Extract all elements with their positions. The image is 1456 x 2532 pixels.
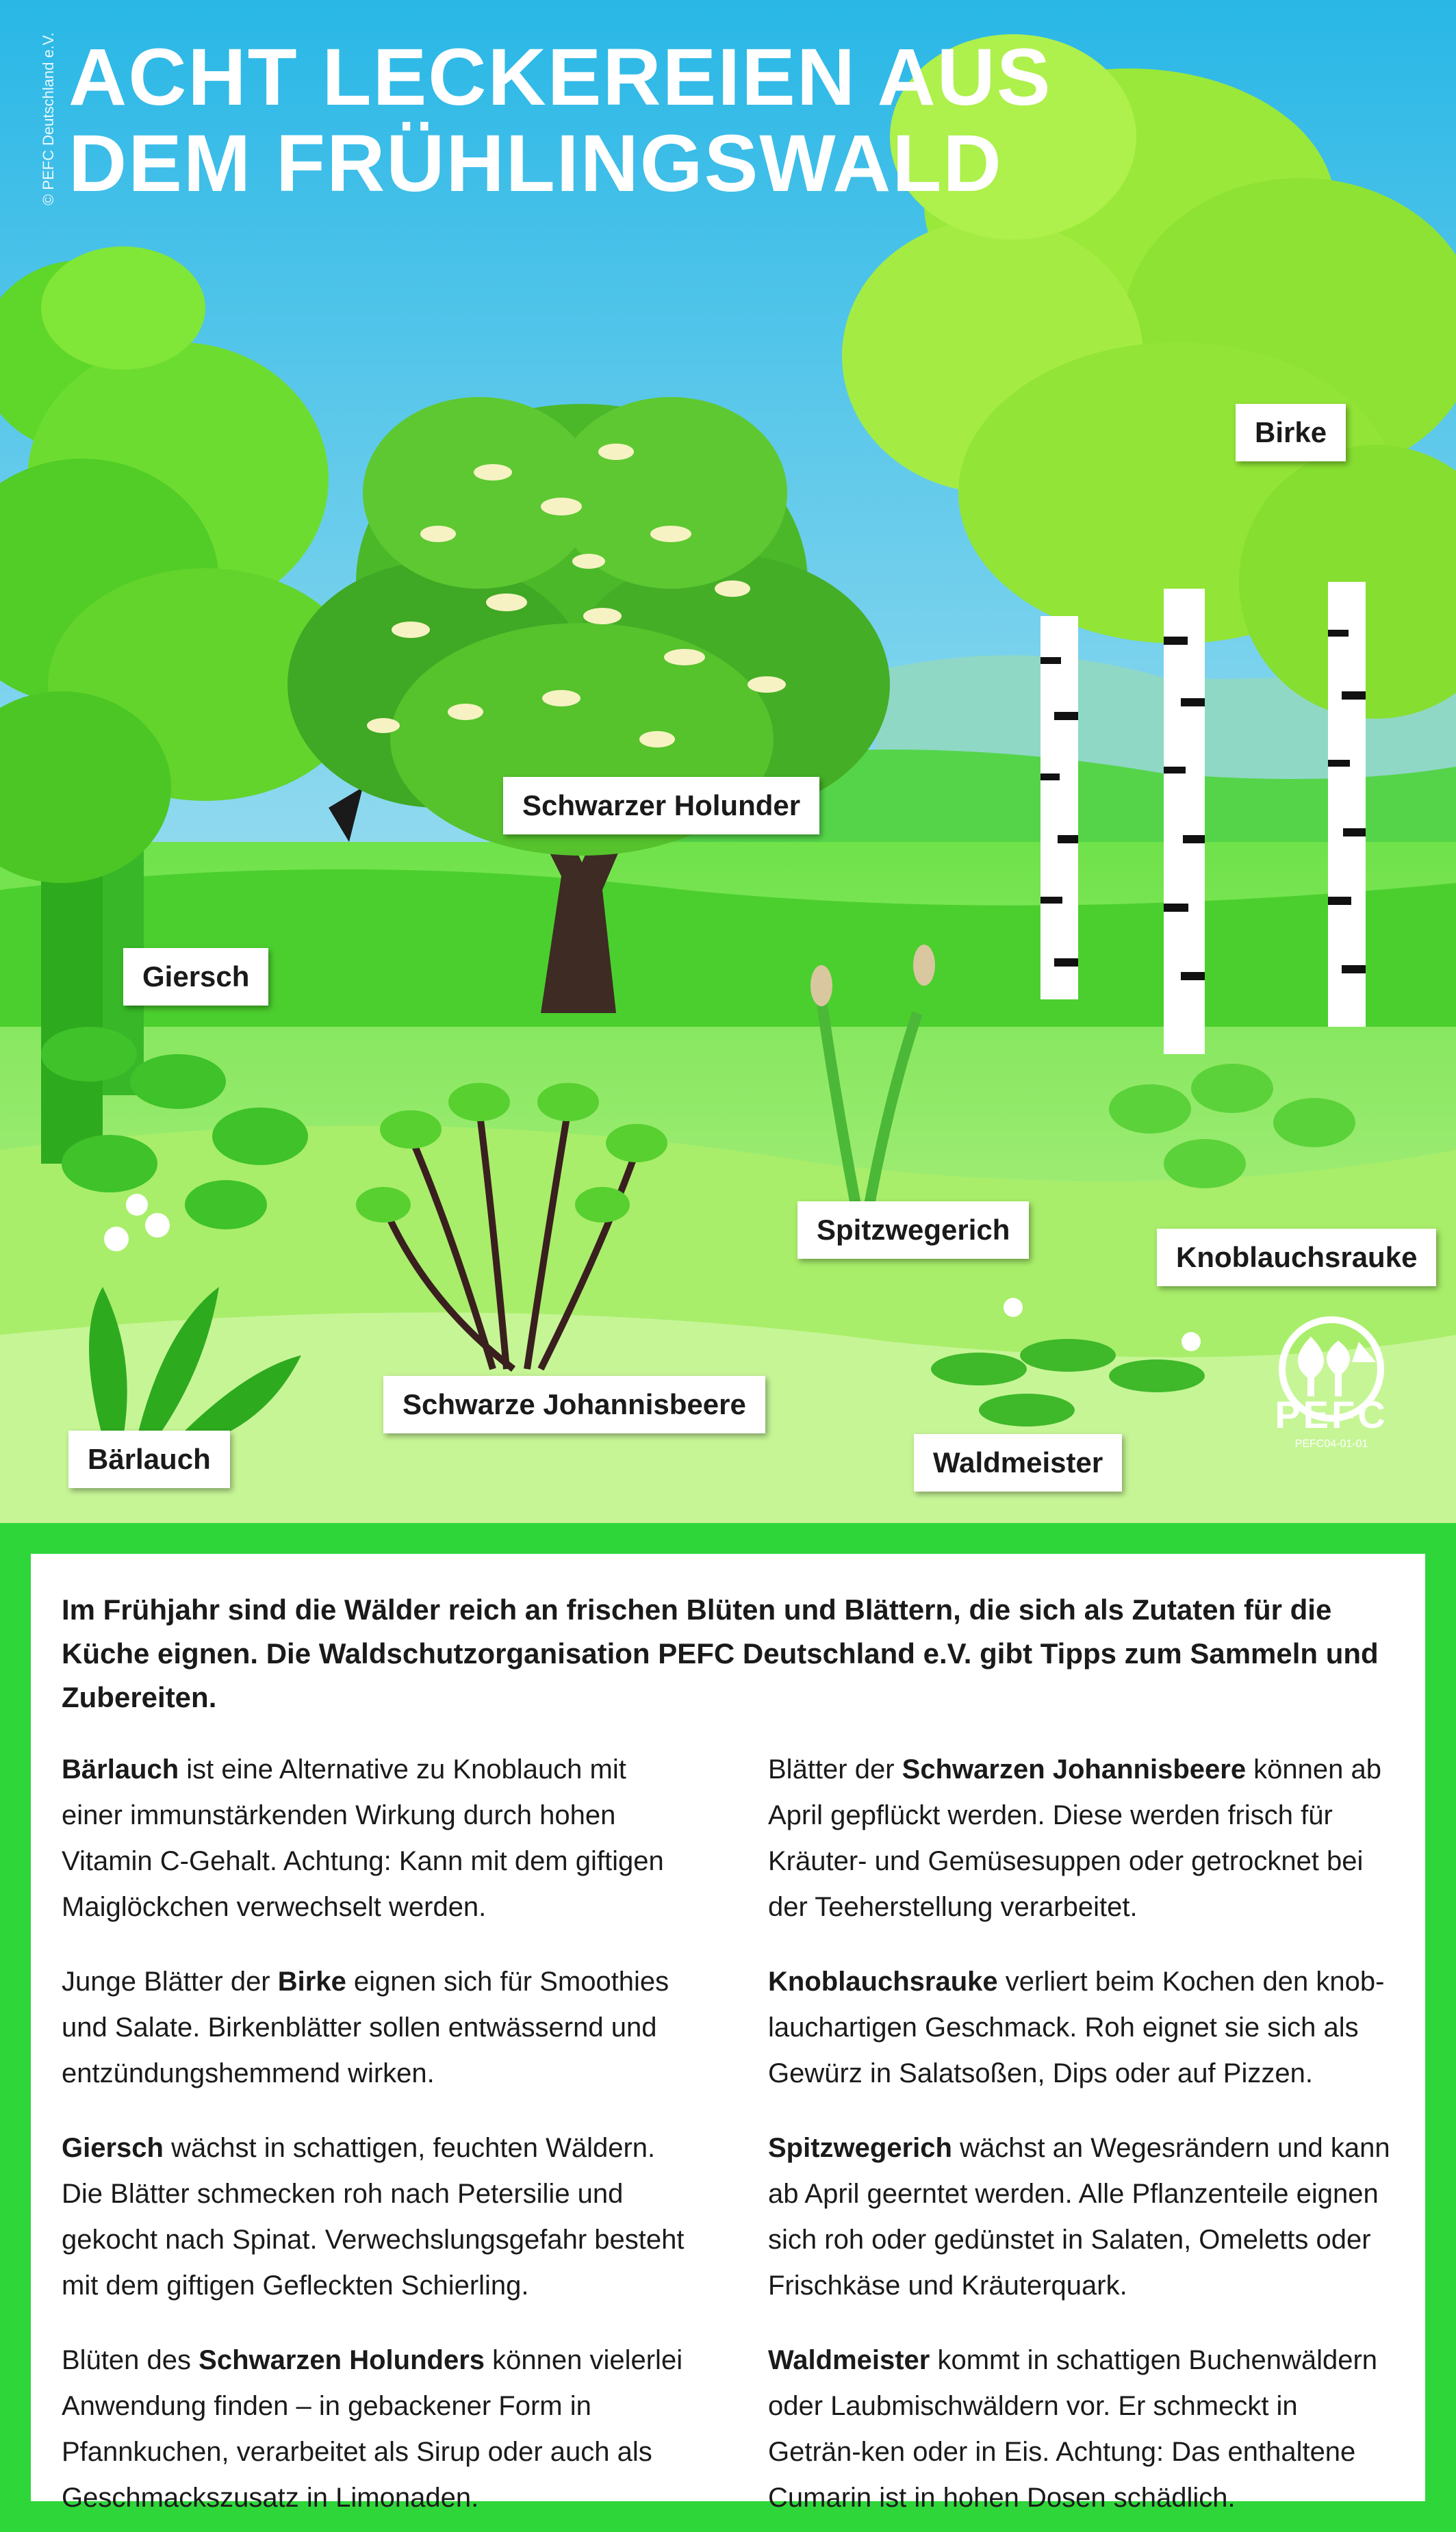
entry-baerlauch: Bärlauch ist eine Alternative zu Knoblauch mit einer immunstärkenden Wirkung durch hohen Vitamin C-Gehalt. Achtung: Kann mit dem giftigen Maiglöckchen verwechselt werden. (62, 1754, 664, 1922)
right-column (768, 1747, 1394, 2532)
label-schwarze-johannisbeere: Schwarze Johannisbeere (383, 1376, 765, 1433)
logo-text: PEFC (1275, 1393, 1388, 1436)
entry-spitzwegerich: Spitzwegerich wächst an Wegesrändern und kann ab April geerntet werden. Alle Pflanzenteile eignen sich roh oder gedünstet in Salaten, Omeletts oder Frischkäse und Kräuterquark. (768, 2133, 1390, 2301)
entry-birke: Junge Blätter der Birke eignen sich für Smoothies und Salate. Birkenblätter sollen entwässernd und entzündungshemmend wirken. (62, 1967, 669, 2088)
entry-schwarzer-holunder: Blüten des Schwarzen Holunders können vielerlei Anwendung finden – in gebackener Form in Pfannkuchen, verarbeitet als Sirup oder auch als Geschmackszusatz in Limonaden. (62, 2345, 683, 2513)
label-waldmeister: Waldmeister (914, 1434, 1122, 1492)
entry-waldmeister: Waldmeister kommt in schattigen Buchenwäldern oder Laubmischwäldern vor. Er schmeckt in Geträn-ken oder in Eis. Achtung: Das enthaltene Cumarin ist in hohen Dosen schädlich. (768, 2345, 1378, 2513)
label-knoblauchsrauke: Knoblauchsrauke (1157, 1229, 1436, 1286)
label-birke: Birke (1236, 404, 1346, 461)
intro-text: Im Frühjahr sind die Wälder reich an frischen Blüten und Blättern, die sich als Zutaten für die Küche eignen. Die Waldschutzorganisation PEFC Deutschland e.V. gibt Tipps zum Sammeln und Zubereiten. (62, 1594, 1379, 1713)
label-baerlauch: Bärlauch (68, 1431, 230, 1488)
title-line-1: ACHT LECKEREIEN AUS (68, 32, 1052, 123)
title-line-2: DEM FRÜHLINGSWALD (68, 118, 1003, 209)
left-column (62, 1747, 688, 2532)
entry-schwarze-johannisbeere: Blätter der Schwarzen Johannisbeere können ab April gepflückt werden. Diese werden frisch für Kräuter- und Gemüsesuppen oder getrocknet bei der Teeherstellung verarbeitet. (768, 1754, 1382, 1922)
page-title (68, 34, 1052, 207)
logo-code: PEFC04-01-01 (1294, 1438, 1368, 1450)
entry-knoblauchsrauke: Knoblauchsrauke verliert beim Kochen den knob-lauchartigen Geschmack. Roh eignet sie sich als Gewürz in Salatsoßen, Dips oder auf Pizzen. (768, 1967, 1385, 2088)
label-schwarzer-holunder: Schwarzer Holunder (503, 777, 819, 834)
entry-giersch: Giersch wächst in schattigen, feuchten Wäldern. Die Blätter schmecken roh nach Petersilie und gekocht nach Spinat. Verwechslungsgefahr besteht mit dem giftigen Gefleckten Schierling. (62, 2133, 685, 2301)
label-giersch: Giersch (123, 948, 268, 1006)
text-columns (62, 1747, 1394, 2532)
pefc-logo (1270, 1335, 1393, 1450)
label-spitzwegerich: Spitzwegerich (797, 1201, 1029, 1259)
copyright-note: © PEFC Deutschland e.V. (40, 32, 57, 205)
info-text-box (31, 1554, 1425, 2513)
